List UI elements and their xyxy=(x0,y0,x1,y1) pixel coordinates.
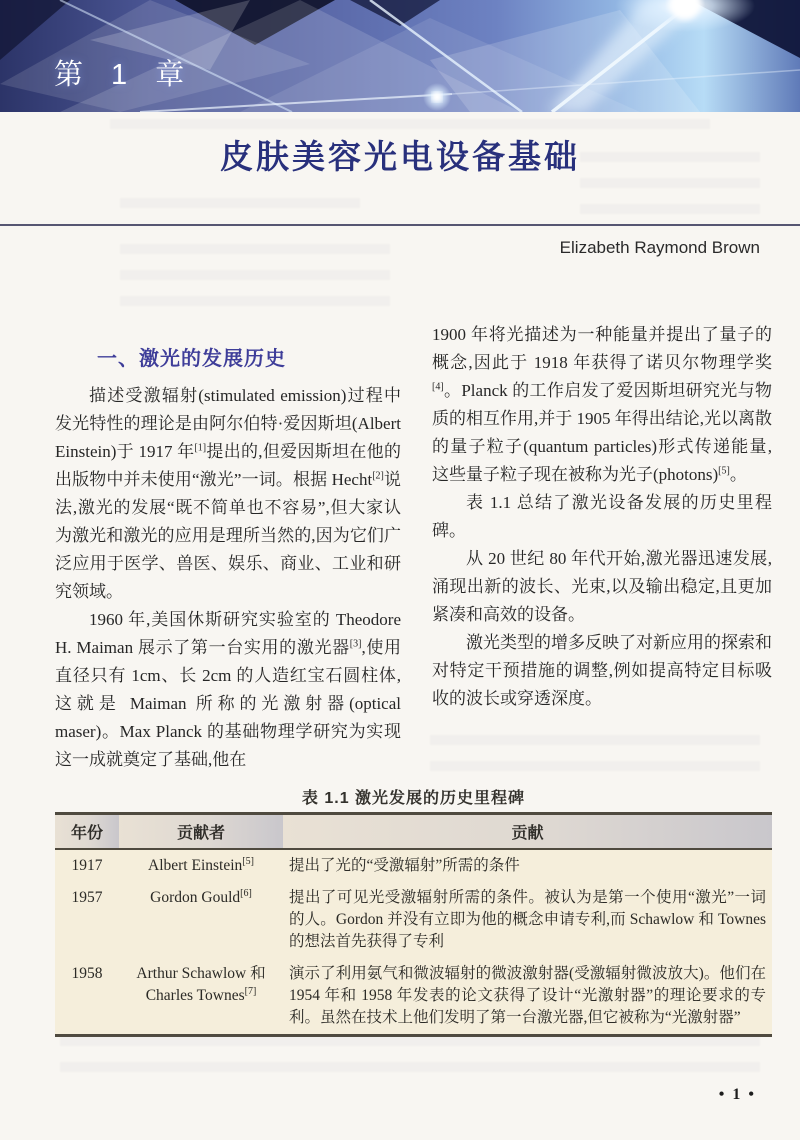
table-title: 表 1.1 激光发展的历史里程碑 xyxy=(301,790,526,807)
right-column xyxy=(432,321,772,713)
body-paragraph: 描述受激辐射(stimulated emission)过程中发光特性的理论是由阿尔伯特·爱因斯坦(Albert Einstein)于 1917 年[1]提出的,但爱因斯坦在他的出版物中并未使用“激光”一词。根据 Hecht[2]说法,激光的发展“既不简单也不容易”,但大家认为激光和激光的应用是理所当然的,因为它们广泛应用于医学、兽医、娱乐、商业、工业和研究领域。 xyxy=(55,386,402,601)
column-header-contribution: 贡献 xyxy=(283,814,772,850)
table-row xyxy=(55,958,772,1036)
table-row xyxy=(55,882,772,958)
cell-contribution: 提出了光的“受激辐射”所需的条件 xyxy=(289,857,520,874)
page-title: 皮肤美容光电设备基础 xyxy=(220,140,580,176)
page-number: • 1 • xyxy=(718,1086,756,1103)
cell-year: 1958 xyxy=(71,965,103,982)
author-name: Elizabeth Raymond Brown xyxy=(559,238,760,257)
bleedthrough-artifact xyxy=(60,1030,760,1078)
left-column xyxy=(55,345,401,774)
chapter-banner xyxy=(0,0,800,112)
bleedthrough-artifact xyxy=(120,186,360,214)
cell-contribution: 提出了可见光受激辐射所需的条件。被认为是第一个使用“激光”一词的人。Gordon 并没有立即为他的概念申请专利,而 Schawlow 和 Townes 的想法首先获得了专利 xyxy=(289,889,766,950)
cell-year: 1917 xyxy=(71,857,103,874)
cell-contributor: Albert Einstein[5] xyxy=(148,855,254,874)
body-paragraph: 表 1.1 总结了激光设备发展的历史里程碑。 xyxy=(432,493,772,540)
body-paragraph: 1960 年,美国休斯研究实验室的 Theodore H. Maiman 展示了第一台实用的激光器[3],使用直径只有 1cm、长 2cm 的人造红宝石圆柱体,这就是 Maiman 所称的光激射器(optical maser)。Max Planck 的基础物理学研究为实现这一成就奠定了基础,他在 xyxy=(55,610,402,769)
table-header-row xyxy=(55,814,772,850)
cell-contribution: 演示了利用氨气和微波辐射的微波激射器(受激辐射微波放大)。他们在 1954 年和 1958 年发表的论文获得了设计“光激射器”的理论要求的专利。虽然在技术上他们发明了第一台激光器,但它被称为“光激射器” xyxy=(289,965,766,1026)
cell-year: 1957 xyxy=(71,889,103,906)
section-heading: 一、激光的发展历史 xyxy=(97,348,286,370)
column-header-contributor: 贡献者 xyxy=(119,814,283,850)
bleedthrough-artifact xyxy=(430,735,760,777)
cell-contributor: Gordon Gould[6] xyxy=(150,887,252,906)
chapter-number-label: 第 1 章 xyxy=(54,59,195,91)
cell-contributor: Arthur Schawlow 和 Charles Townes[7] xyxy=(136,965,266,1004)
column-header-year: 年份 xyxy=(55,814,119,850)
bleedthrough-artifact xyxy=(120,232,390,312)
table-row xyxy=(55,849,772,882)
laser-milestones-table xyxy=(55,812,772,1037)
body-paragraph: 1900 年将光描述为一种能量并提出了量子的概念,因此于 1918 年获得了诺贝尔物理学奖[4]。Planck 的工作启发了爱因斯坦研究光与物质的相互作用,并于 1905 年得出结论,光以离散的量子粒子(quantum particles)形式传递能量,这些量子粒子现在被称为光子(photons)[5]。 xyxy=(432,325,772,484)
body-paragraph: 从 20 世纪 80 年代开始,激光器迅速发展,涌现出新的波长、光束,以及输出稳定,且更加紧凑和高效的设备。 xyxy=(432,549,772,624)
body-paragraph: 激光类型的增多反映了对新应用的探索和对特定干预措施的调整,例如提高特定目标吸收的波长或穿透深度。 xyxy=(432,633,772,708)
title-divider-rule xyxy=(0,224,800,226)
